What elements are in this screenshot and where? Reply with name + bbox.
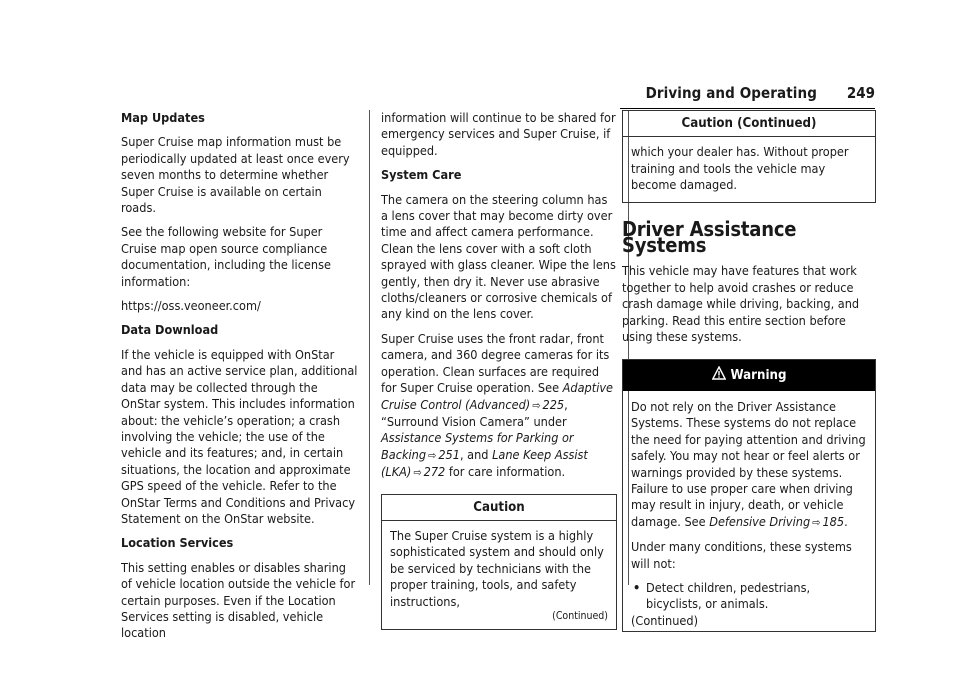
system-care-heading: System Care (381, 167, 462, 183)
warning-paragraph: Do not rely on the Driver Assistance Systems. These systems do not replace the need for paying attention and driving safely. You may not hear or feel alerts or warnings provided by these systems. Failure to use proper care when driving may result in injury, death, or vehicle damage. See Defensive Driving ⇨ 185. (631, 398, 866, 529)
column-2 (381, 110, 617, 630)
page-header (620, 84, 875, 106)
caution-continued-box (622, 110, 876, 203)
map-updates-heading: Map Updates (121, 110, 205, 125)
page-ref-arrow-icon: ⇨ (812, 515, 821, 529)
map-updates-paragraph: See the following website for Super Cruise map open source compliance documentation, including the license information: (121, 224, 331, 289)
cross-reference-link[interactable]: Lane Keep Assist (LKA) (381, 446, 588, 480)
continued-label: (Continued) (552, 609, 608, 622)
system-care-paragraph: The camera on the steering column has a lens cover that may become dirty over time and affect camera performance. Clean the lens cover with a soft cloth sprayed with glass cleaner. Wipe the lens gently, then dry it. Never use abrasive cloths/cleaners or corrosive chemicals of any kind on the lens cover. (381, 191, 616, 322)
section-title: Driving and Operating (645, 84, 817, 102)
continued-paragraph: information will continue to be shared for emergency services and Super Cruise, if equipped. (381, 110, 616, 158)
page-number: 249 (846, 84, 875, 102)
warning-triangle-icon (712, 366, 726, 380)
cross-reference-link[interactable]: Assistance Systems for Parking or Backing (381, 430, 574, 462)
bullet-item: • Detect children, pedestrians, bicyclists, or animals. (633, 579, 811, 612)
driver-assistance-intro: This vehicle may have features that work together to help avoid crashes or reduce crash damage while driving, backing, and parking. Read this entire section before using these systems. (622, 263, 860, 345)
caution-heading: Caution (382, 495, 616, 521)
column-divider (369, 110, 370, 585)
caution-text: The Super Cruise system is a highly sophisticated system and should only be serviced by technicians with the proper training, tools, and safety instructions, (390, 527, 604, 609)
caution-continued-text: which your dealer has. Without proper training and tools the vehicle may become damaged. (631, 144, 849, 193)
bullet-icon: • (633, 579, 641, 595)
header-divider (620, 108, 875, 109)
page-reference[interactable]: 251 (438, 446, 460, 462)
warning-paragraph: Under many conditions, these systems will not: (631, 539, 852, 571)
license-url: https://oss.veoneer.com/ (121, 298, 261, 314)
continued-label: (Continued) (631, 612, 698, 628)
page-ref-arrow-icon: ⇨ (428, 448, 437, 462)
map-updates-paragraph: Super Cruise map information must be periodically updated at least once every seven months to determine whether Super Cruise is available on certain roads. (121, 134, 350, 216)
page-ref-arrow-icon: ⇨ (532, 398, 541, 412)
driver-assistance-heading: Driver Assistance Systems (622, 216, 797, 258)
data-download-paragraph: If the vehicle is equipped with OnStar and has an active service plan, additional data may be collected through the OnStar system. This includes information about: the vehicle’s operation; a crash involving the vehicle; the use of the vehicle and its features; and, in certain situations, the location and approximate GPS speed of the vehicle. Refer to the OnStar Terms and Conditions and Privacy Statement on the OnStar website. (121, 346, 358, 526)
column-3 (622, 110, 876, 632)
warning-box (622, 359, 876, 632)
data-download-heading: Data Download (121, 322, 219, 338)
column-1 (121, 110, 359, 650)
caution-box (381, 494, 617, 631)
caution-continued-heading: Caution (Continued) (623, 111, 875, 137)
cross-reference-link[interactable]: Adaptive Cruise Control (Advanced) (381, 380, 614, 412)
page-reference[interactable]: 185 (822, 513, 845, 529)
page-ref-arrow-icon: ⇨ (413, 466, 422, 480)
radar-paragraph: Super Cruise uses the front radar, front camera, and 360 degree cameras for its operation. Clean surfaces are required for Super Cruise operation. See Adaptive Cruise Control (Advanced) ⇨ 225, “Surround Vision Camera” under Assistance Systems for Parking or Backing ⇨ 251, and Lane Keep Assist (LKA) ⇨ 272 for care information. (381, 330, 614, 480)
cross-reference-link[interactable]: Defensive Driving (709, 513, 811, 529)
warning-title: Warning (730, 368, 787, 384)
location-services-paragraph: This setting enables or disables sharing of vehicle location outside the vehicle for certain purposes. Even if the Location Services setting is disabled, vehicle location (121, 559, 356, 641)
page-reference[interactable]: 272 (423, 464, 446, 480)
page-reference[interactable]: 225 (542, 396, 565, 412)
warning-header (623, 360, 875, 390)
location-services-heading: Location Services (121, 535, 234, 551)
